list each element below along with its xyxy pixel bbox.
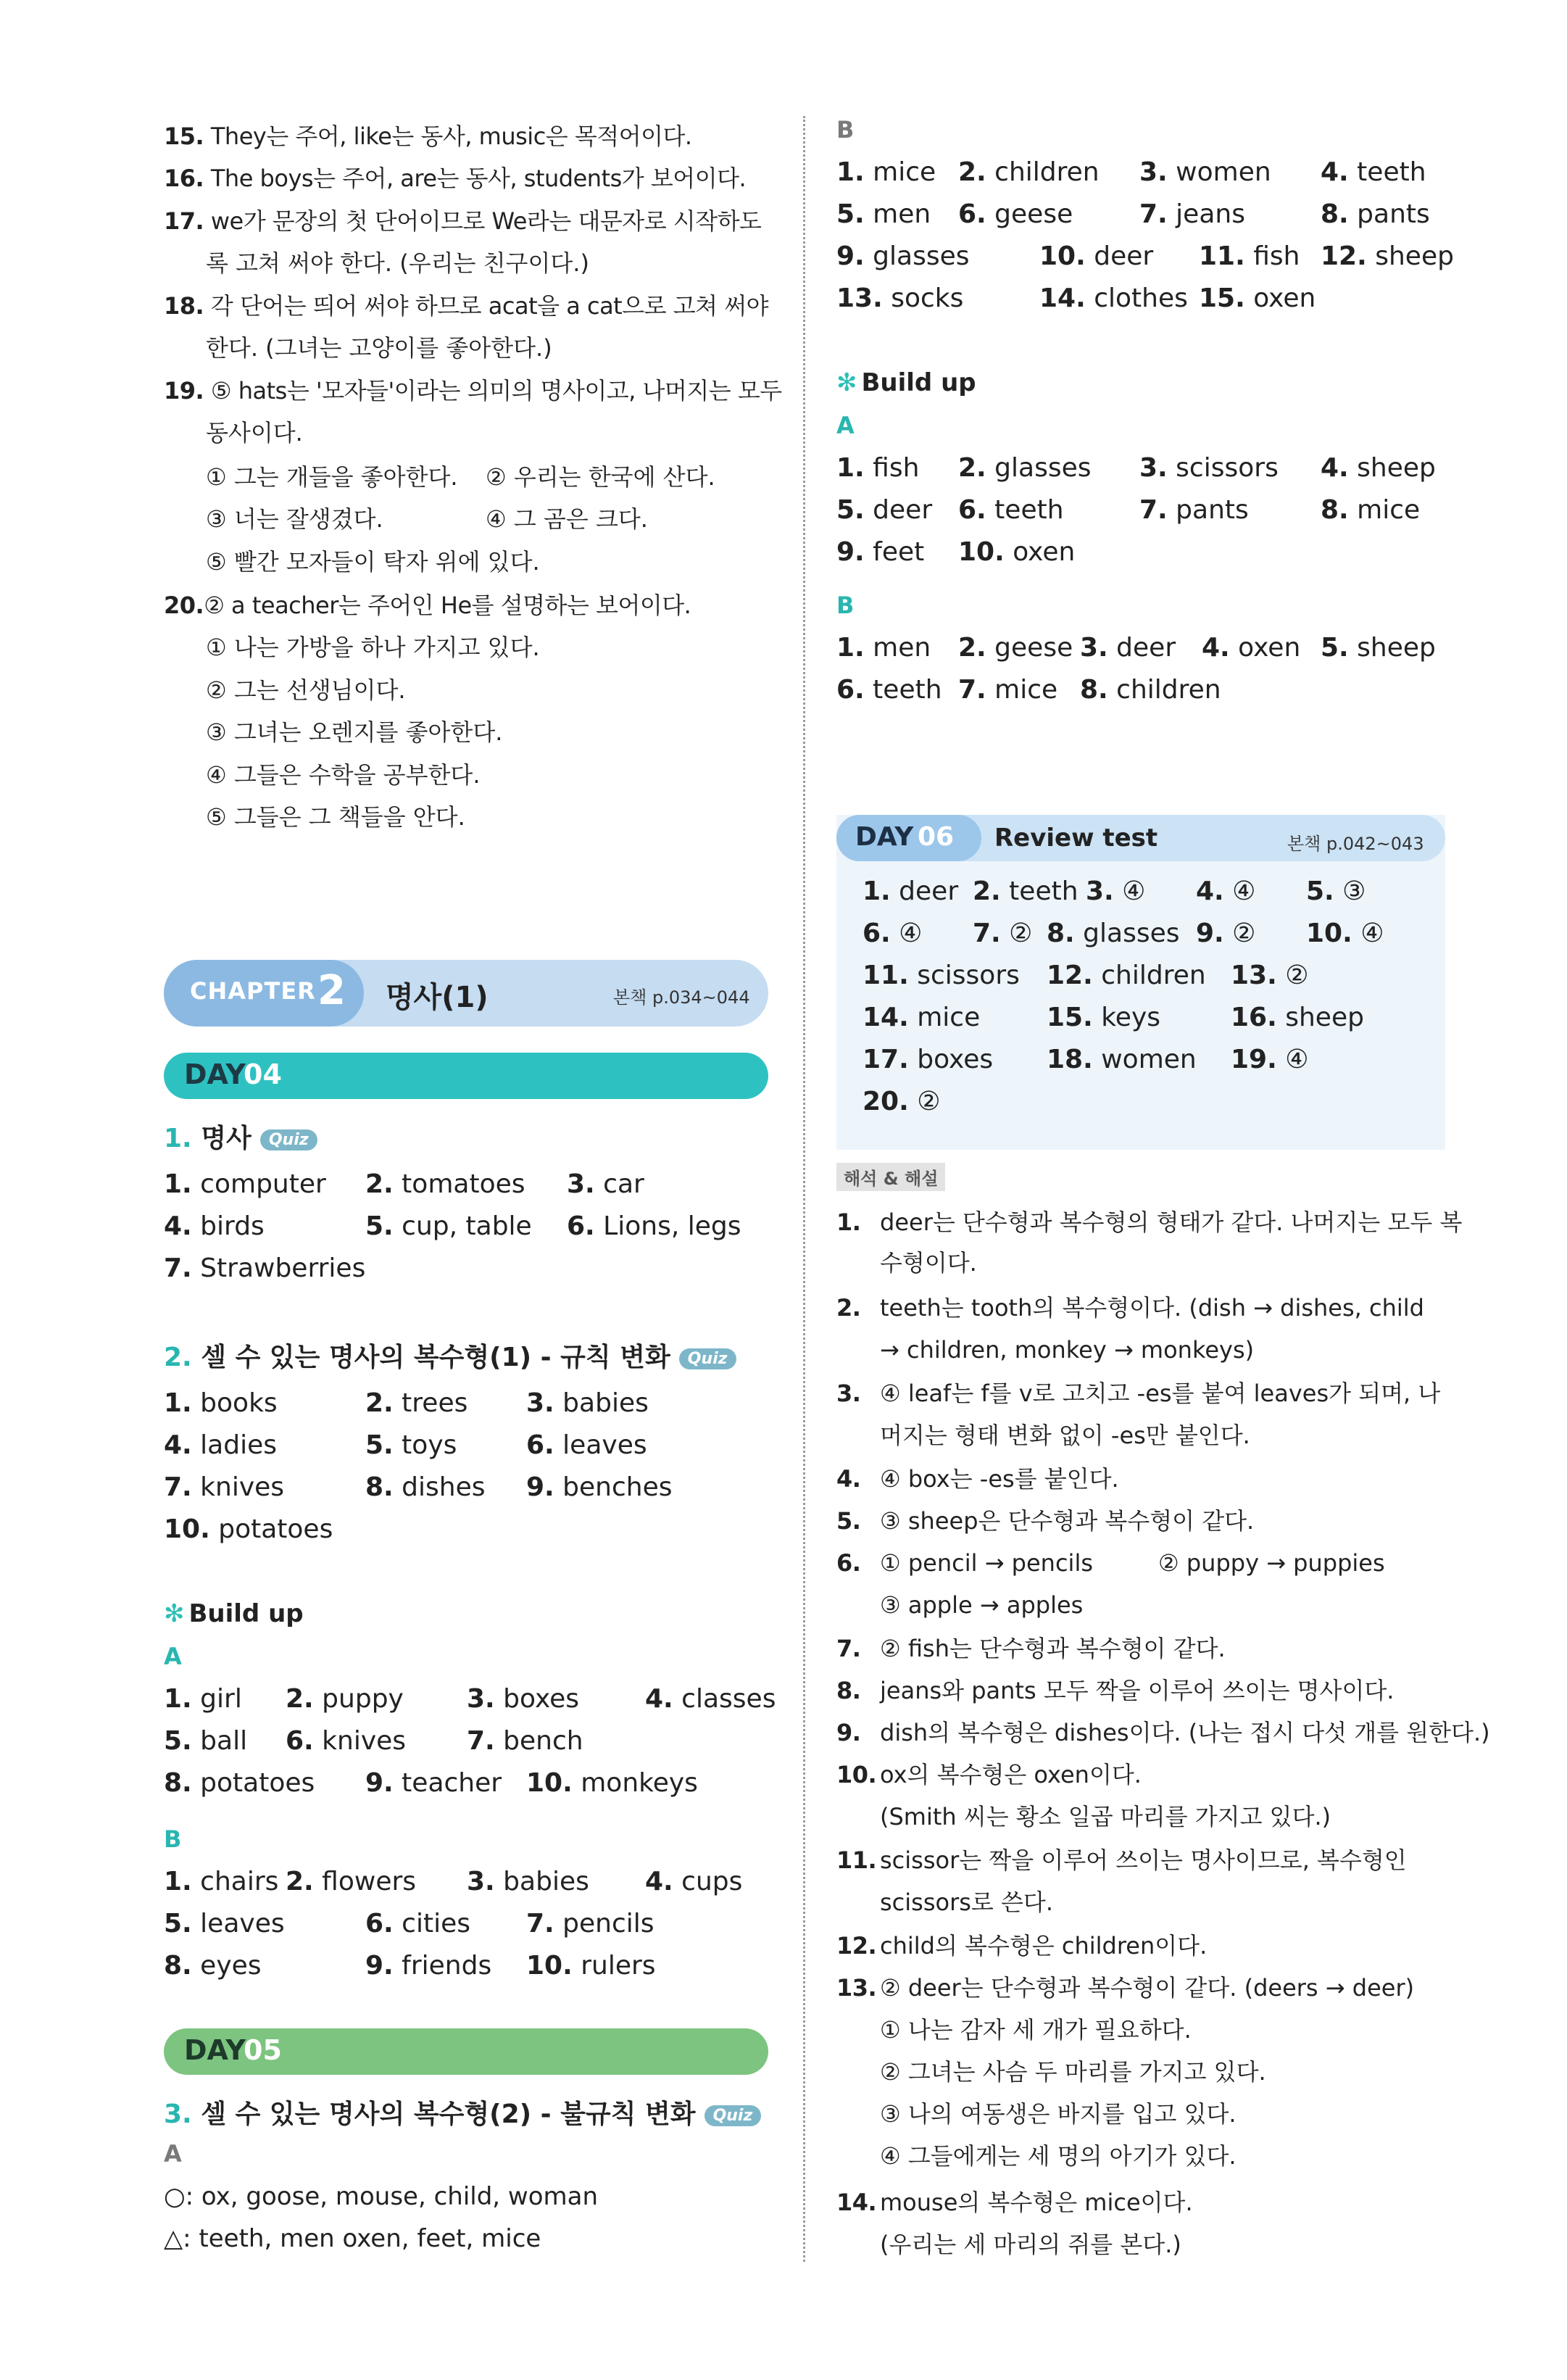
r-explanation-1-line: 수형이다.	[880, 1249, 977, 1277]
q2-item: 3. babies	[526, 1388, 649, 1418]
ex13-option-4: ④ 그들에게는 세 명의 아기가 있다.	[880, 2142, 1236, 2170]
day05-number: 05	[244, 2034, 282, 2066]
buildup-a-item: 5. ball	[164, 1726, 248, 1756]
b-item: 3. women	[1139, 157, 1271, 187]
q1-item: 2. tomatoes	[365, 1169, 525, 1199]
q3-line-circle: ○: ox, goose, mouse, child, woman	[164, 2182, 599, 2211]
b-item: 14. clothes	[1039, 283, 1188, 313]
explanation-17-cont: 록 고쳐 써야 한다. (우리는 친구이다.)	[206, 249, 589, 277]
buildup-b-item: 1. chairs	[164, 1867, 279, 1896]
r-explanation-5: 5.	[836, 1507, 861, 1535]
r-explanation-1-line: deer는 단수형과 복수형의 형태가 같다. 나머지는 모두 복	[880, 1208, 1463, 1236]
ex20-option-1: ① 나는 가방을 하나 가지고 있다.	[206, 634, 540, 661]
buildup-a-item: 6. knives	[286, 1726, 407, 1756]
b-item: 13. socks	[836, 283, 964, 313]
q2-item: 8. dishes	[365, 1472, 486, 1502]
ex20-option-4: ④ 그들은 수학을 공부한다.	[206, 761, 481, 789]
ex20-option-5: ⑤ 그들은 그 책들을 안다.	[206, 803, 465, 831]
day05-label: DAY	[184, 2034, 246, 2066]
explanation-tag: 해석 & 해설	[836, 1163, 945, 1191]
r-explanation-12: 12.	[836, 1932, 877, 1960]
ex19-option-2: ② 우리는 한국에 산다.	[486, 463, 715, 491]
review-day-number: 06	[918, 822, 955, 852]
buildup-b-item: 6. cities	[365, 1909, 470, 1939]
buildup-b-item: 7. pencils	[526, 1909, 654, 1939]
r-explanation-7: 7.	[836, 1635, 861, 1662]
buildup-b-item: 5. leaves	[164, 1909, 285, 1939]
buildup-a-item: 9. teacher	[365, 1768, 502, 1798]
q1-item: 3. car	[567, 1169, 644, 1199]
buildup-a-item: 10. monkeys	[526, 1768, 698, 1798]
buildup-b-item: 5. sheep	[1321, 633, 1436, 663]
buildup-a-item: 10. oxen	[958, 537, 1076, 567]
section-label-a: A	[164, 1643, 182, 1670]
q3-line-triangle: △: teeth, men oxen, feet, mice	[164, 2224, 541, 2253]
review-item: 12. children	[1047, 961, 1206, 990]
asterisk-icon: ✻	[836, 368, 857, 397]
quiz-badge: Quiz	[704, 2105, 762, 2126]
day05-header	[164, 2028, 768, 2075]
review-item: 20. ②	[863, 1087, 941, 1116]
buildup-a-item: 1. girl	[164, 1684, 242, 1714]
quiz1-heading: 1. 명사 Quiz	[164, 1118, 317, 1155]
buildup-a-item: 8. mice	[1321, 495, 1421, 525]
chapter-pill	[164, 960, 364, 1027]
review-item: 16. sheep	[1231, 1003, 1364, 1032]
day04-header	[164, 1053, 768, 1099]
buildup-a-item: 3. boxes	[467, 1684, 580, 1714]
buildup-a-item: 2. glasses	[958, 453, 1092, 483]
q2-item: 10. potatoes	[164, 1514, 333, 1544]
b-item: 7. jeans	[1139, 199, 1245, 229]
ex13-option-3: ③ 나의 여동생은 바지를 입고 있다.	[880, 2100, 1236, 2128]
buildup-b-item: 6. teeth	[836, 675, 942, 705]
buildup-b-item: 4. oxen	[1202, 633, 1301, 663]
r-explanation-4: 4.	[836, 1465, 861, 1493]
buildup-b-item: 2. geese	[958, 633, 1073, 663]
buildup-a-item: 7. bench	[467, 1726, 583, 1756]
review-item: 14. mice	[863, 1003, 981, 1032]
q1-item: 7. Strawberries	[164, 1253, 366, 1283]
q2-item: 4. ladies	[164, 1430, 277, 1460]
q1-item: 4. birds	[164, 1211, 265, 1241]
review-item: 1. deer	[863, 876, 959, 906]
chapter-title: 명사(1)	[386, 981, 489, 1014]
r-explanation-6-line: ① pencil → pencils	[880, 1549, 1093, 1577]
chapter-label: CHAPTER	[190, 977, 316, 1005]
r-explanation-14: 14.	[836, 2189, 877, 2216]
quiz-badge: Quiz	[679, 1348, 736, 1369]
ex13-option-1: ① 나는 감자 세 개가 필요하다.	[880, 2016, 1192, 2044]
r-explanation-2-line: → children, monkey → monkeys)	[880, 1336, 1255, 1364]
b-item: 2. children	[958, 157, 1100, 187]
r-explanation-9-line: dish의 복수형은 dishes이다. (나는 접시 다섯 개를 원한다.)	[880, 1719, 1490, 1746]
r-explanation-10-line: ox의 복수형은 oxen이다.	[880, 1761, 1142, 1788]
r-explanation-11-line: scissors로 쓴다.	[880, 1888, 1053, 1916]
buildup-b-item: 10. rulers	[526, 1951, 656, 1981]
review-item: 18. women	[1047, 1045, 1197, 1074]
r-explanation-13: 13.	[836, 1974, 877, 2002]
buildup-a-item: 4. sheep	[1321, 453, 1436, 483]
buildup-b-item: 3. babies	[467, 1867, 589, 1896]
r-explanation-5-line: ③ sheep은 단수형과 복수형이 같다.	[880, 1507, 1255, 1535]
r-explanation-3-line: 머지는 형태 변화 없이 -es만 붙인다.	[880, 1422, 1250, 1449]
b-item: 1. mice	[836, 157, 936, 187]
r-explanation-13-line: ② deer는 단수형과 복수형이 같다. (deers → deer)	[880, 1974, 1415, 2002]
chapter-header	[164, 960, 768, 1027]
day04-number: 04	[244, 1058, 282, 1090]
review-day-label: DAY	[855, 822, 914, 852]
buildup-heading: ✻ Build up	[164, 1599, 304, 1628]
r-explanation-3-line: ④ leaf는 f를 v로 고치고 -es를 붙여 leaves가 되며, 나	[880, 1380, 1441, 1407]
buildup-a-item: 6. teeth	[958, 495, 1064, 525]
explanation-20: 20.② a teacher는 주어인 He를 설명하는 보어이다.	[164, 592, 691, 619]
review-item: 6. ④	[863, 919, 923, 948]
b-item: 6. geese	[958, 199, 1073, 229]
ex20-option-3: ③ 그녀는 오렌지를 좋아한다.	[206, 718, 503, 746]
r-explanation-6: 6.	[836, 1549, 861, 1577]
buildup-a-item: 2. puppy	[286, 1684, 404, 1714]
buildup-b-item: 1. men	[836, 633, 931, 663]
review-day-pill	[836, 815, 981, 861]
r-explanation-1: 1.	[836, 1208, 861, 1236]
review-item: 4. ④	[1196, 876, 1256, 906]
ex19-option-1: ① 그는 개들을 좋아한다.	[206, 463, 458, 491]
q2-item: 6. leaves	[526, 1430, 647, 1460]
section-label-b: B	[836, 116, 855, 144]
buildup-a-item: 9. feet	[836, 537, 925, 567]
ex20-option-2: ② 그는 선생님이다.	[206, 676, 406, 704]
section-label-b: B	[836, 592, 855, 619]
chapter-number: 2	[317, 967, 346, 1014]
b-item: 12. sheep	[1321, 241, 1454, 271]
r-explanation-7-line: ② fish는 단수형과 복수형이 같다.	[880, 1635, 1226, 1662]
buildup-b-item: 4. cups	[645, 1867, 743, 1896]
b-item: 9. glasses	[836, 241, 970, 271]
ex19-option-5: ⑤ 빨간 모자들이 탁자 위에 있다.	[206, 548, 540, 576]
r-explanation-9: 9.	[836, 1719, 861, 1746]
review-item: 19. ④	[1231, 1045, 1309, 1074]
buildup-a-item: 7. pants	[1139, 495, 1249, 525]
buildup-a-item: 3. scissors	[1139, 453, 1279, 483]
quiz3-heading: 3. 셀 수 있는 명사의 복수형(2) - 불규칙 변화 Quiz	[164, 2094, 761, 2131]
r-explanation-12-line: child의 복수형은 children이다.	[880, 1932, 1208, 1960]
q2-item: 9. benches	[526, 1472, 673, 1502]
buildup-b-item: 8. eyes	[164, 1951, 262, 1981]
q2-item: 7. knives	[164, 1472, 285, 1502]
review-item: 15. keys	[1047, 1003, 1160, 1032]
review-test-header	[836, 815, 1445, 861]
buildup-b-item: 2. flowers	[286, 1867, 417, 1896]
review-item: 17. boxes	[863, 1045, 994, 1074]
review-item: 3. ④	[1086, 876, 1146, 906]
q2-item: 5. toys	[365, 1430, 457, 1460]
explanation-19: 19. ⑤ hats는 '모자들'이라는 의미의 명사이고, 나머지는 모두	[164, 377, 782, 405]
b-item: 4. teeth	[1321, 157, 1426, 187]
q1-item: 6. Lions, legs	[567, 1211, 741, 1241]
section-label-a: A	[164, 2140, 182, 2168]
explanation-15: 15. They는 주어, like는 동사, music은 목적어이다.	[164, 123, 692, 150]
r-explanation-6-line: ② puppy → puppies	[1158, 1549, 1385, 1577]
day04-label: DAY	[184, 1058, 246, 1090]
buildup-b-item: 7. mice	[958, 675, 1058, 705]
b-item: 5. men	[836, 199, 931, 229]
explanation-16: 16. The boys는 주어, are는 동사, students가 보어이다.	[164, 165, 747, 192]
quiz-badge: Quiz	[260, 1129, 317, 1150]
buildup-b-item: 8. children	[1080, 675, 1221, 705]
q1-item: 5. cup, table	[365, 1211, 532, 1241]
review-item: 9. ②	[1196, 919, 1256, 948]
review-item: 11. scissors	[863, 961, 1020, 990]
review-item: 10. ④	[1306, 919, 1384, 948]
review-pages: 본책 p.042~043	[1287, 834, 1424, 854]
asterisk-icon: ✻	[164, 1599, 185, 1628]
section-label-a: A	[836, 412, 855, 439]
buildup-b-item: 9. friends	[365, 1951, 492, 1981]
r-explanation-2-line: teeth는 tooth의 복수형이다. (dish → dishes, child	[880, 1294, 1424, 1322]
r-explanation-8-line: jeans와 pants 모두 짝을 이루어 쓰이는 명사이다.	[880, 1677, 1394, 1704]
buildup-a-item: 8. potatoes	[164, 1768, 315, 1798]
r-explanation-10-line: (Smith 씨는 황소 일곱 마리를 가지고 있다.)	[880, 1803, 1331, 1830]
review-item: 8. glasses	[1047, 919, 1180, 948]
b-item: 8. pants	[1321, 199, 1430, 229]
review-item: 2. teeth	[973, 876, 1078, 906]
section-label-b: B	[164, 1825, 182, 1853]
buildup-a-item: 1. fish	[836, 453, 920, 483]
r-explanation-14-line: (우리는 세 마리의 쥐를 본다.)	[880, 2231, 1181, 2258]
column-divider	[803, 116, 805, 2262]
review-item: 7. ②	[973, 919, 1033, 948]
ex13-option-2: ② 그녀는 사슴 두 마리를 가지고 있다.	[880, 2058, 1266, 2086]
q2-item: 1. books	[164, 1388, 278, 1418]
review-title: Review test	[994, 824, 1158, 853]
q2-item: 2. trees	[365, 1388, 468, 1418]
r-explanation-11-line: scissor는 짝을 이루어 쓰이는 명사이므로, 복수형인	[880, 1846, 1407, 1874]
review-item: 13. ②	[1231, 961, 1309, 990]
ex19-option-3: ③ 너는 잘생겼다.	[206, 505, 383, 533]
quiz2-heading: 2. 셀 수 있는 명사의 복수형(1) - 규칙 변화 Quiz	[164, 1337, 736, 1374]
b-item: 10. deer	[1039, 241, 1154, 271]
b-item: 15. oxen	[1199, 283, 1316, 313]
r-explanation-8: 8.	[836, 1677, 861, 1704]
buildup-a-item: 5. deer	[836, 495, 933, 525]
explanation-19-cont: 동사이다.	[206, 419, 303, 447]
r-explanation-3: 3.	[836, 1380, 861, 1407]
chapter-pages: 본책 p.034~044	[613, 987, 750, 1008]
explanation-18: 18. 각 단어는 띄어 써야 하므로 acat을 a cat으로 고쳐 써야	[164, 292, 769, 320]
r-explanation-14-line: mouse의 복수형은 mice이다.	[880, 2189, 1193, 2216]
r-explanation-2: 2.	[836, 1294, 861, 1322]
buildup-heading: ✻ Build up	[836, 368, 976, 397]
r-explanation-4-line: ④ box는 -es를 붙인다.	[880, 1465, 1119, 1493]
ex19-option-4: ④ 그 곰은 크다.	[486, 505, 648, 533]
buildup-b-item: 3. deer	[1080, 633, 1176, 663]
review-item: 5. ③	[1306, 876, 1366, 906]
buildup-a-item: 4. classes	[645, 1684, 776, 1714]
r-explanation-10: 10.	[836, 1761, 877, 1788]
explanation-17: 17. we가 문장의 첫 단어이므로 We라는 대문자로 시작하도	[164, 207, 762, 235]
r-explanation-11: 11.	[836, 1846, 877, 1874]
b-item: 11. fish	[1199, 241, 1300, 271]
explanation-18-cont: 한다. (그녀는 고양이를 좋아한다.)	[206, 334, 552, 362]
r-explanation-6-line: ③ apple → apples	[880, 1591, 1084, 1619]
q1-item: 1. computer	[164, 1169, 326, 1199]
